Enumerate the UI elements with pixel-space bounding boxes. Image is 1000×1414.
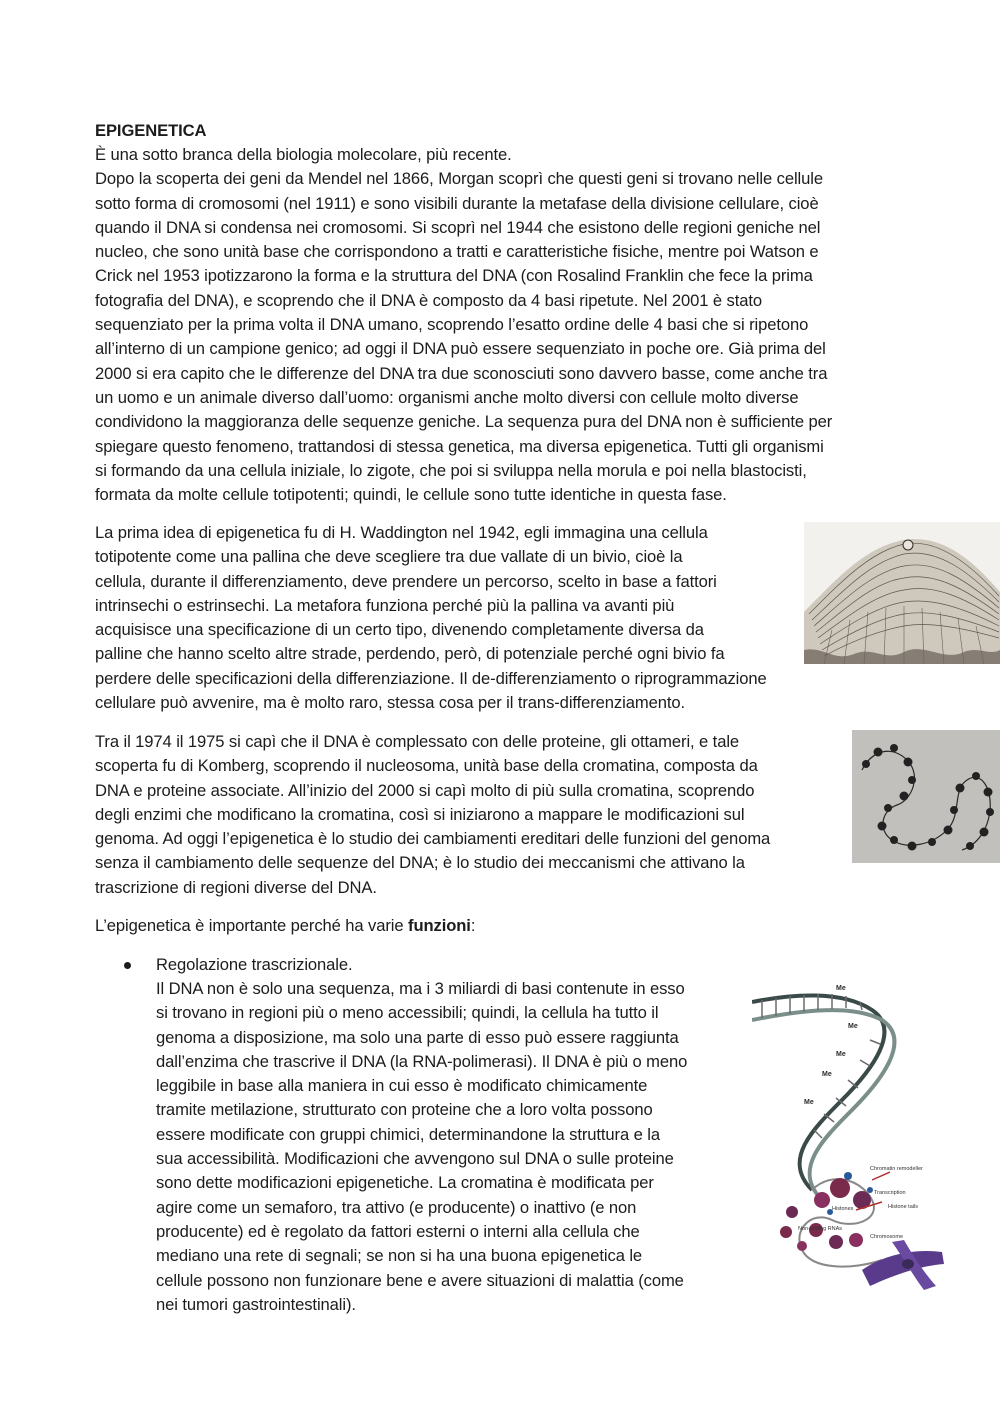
functions-intro	[95, 914, 475, 938]
text-line: si formando da una cellula iniziale, lo zigote, che poi si sviluppa nella morula e poi nella blastocisti,	[95, 460, 807, 480]
text-line: intrinsechi o estrinsechi. La metafora funziona perché più la pallina va avanti più	[95, 595, 675, 615]
text-line: Tra il 1974 il 1975 si capì che il DNA è complessato con delle proteine, gli ottameri, e tale	[95, 732, 740, 751]
text-line: mediano una rete di segnali; se non si ha una buona epigenetica le	[156, 1246, 643, 1266]
text-line: tramite metilazione, strutturato con proteine che a loro volta possono	[156, 1100, 653, 1120]
text-line: quando il DNA si condensa nei cromosomi. Si scoprì nel 1944 che esistono delle regioni geniche nel	[95, 217, 821, 237]
text-line: leggibile in base alla maniera in cui esso è modificato chimicamente	[156, 1076, 648, 1096]
text-line: agire come un semaforo, tra attivo (e producente) o inattivo (e non	[156, 1197, 637, 1217]
text-line: palline che hanno scelto altre strade, perdendo, però, di potenziale perché ogni bivio fa	[95, 644, 725, 664]
chromosome	[862, 1240, 944, 1290]
me-label-2: Me	[848, 1023, 858, 1030]
waddington-paragraph	[95, 521, 767, 715]
text-line: La prima idea di epigenetica fu di H. Waddington nel 1942, egli immagina una cellula	[95, 523, 708, 542]
text-line: sequenziato per la prima volta il DNA umano, scoprendo l’esatto ordine delle 4 basi che si ripetono	[95, 315, 809, 335]
document-title: EPIGENETICA	[95, 121, 207, 140]
bullet-body	[156, 977, 687, 1317]
text-line: all’interno di un campione genico; ad oggi il DNA può essere sequenziato in poche ore. Già prima del	[95, 339, 826, 359]
text-line: dall’enzima che trascrive il DNA (la RNA-polimerasi). Il DNA è più o meno	[156, 1051, 688, 1071]
functions-colon: :	[470, 916, 476, 935]
text-line: condividono la maggioranza delle sequenze geniche. La sequenza pura del DNA non è sufficiente per	[95, 412, 833, 432]
label-non-coding-rnas: Non-coding RNAs	[798, 1226, 843, 1232]
label-chromosome: Chromosome	[870, 1234, 904, 1240]
kornberg-paragraph	[95, 730, 770, 900]
text-line: cellulare può avvenire, ma è molto raro, stessa cosa per il trans-differenziamento.	[95, 693, 685, 713]
text-line: nucleo, che sono unità base che corrispondono a tratti e caratteristiche fisiche, mentre poi Watson e	[95, 242, 819, 262]
bullet-heading: Regolazione trascrizionale.	[156, 955, 353, 974]
functions-bold: funzioni	[408, 916, 471, 935]
text-line: genoma a disposizione, ma solo una parte di esso può essere raggiunta	[156, 1027, 679, 1047]
text-line: Il DNA non è solo una sequenza, ma i 3 miliardi di basi contenute in esso	[156, 979, 685, 998]
text-line: perdere delle specificazioni della differenziazione. Il de-differenziamento o riprogrammazione	[95, 668, 767, 688]
text-line: essere modificate con gruppi chimici, determinandone la struttura e la	[156, 1124, 660, 1144]
text-line: genoma. Ad oggi l’epigenetica è lo studio dei cambiamenti ereditari delle funzioni del genoma	[95, 829, 771, 849]
chromatin-fibre	[780, 1172, 890, 1267]
text-line: scoperta fu di Komberg, scoprendo il nucleosoma, unità base della cromatina, composta da	[95, 756, 758, 776]
me-label-3: Me	[836, 1051, 846, 1058]
functions-intro-text: L’epigenetica è importante perché ha varie	[95, 916, 409, 935]
label-histone-tails: Histone tails	[888, 1204, 918, 1210]
me-label-1: Me	[836, 985, 846, 992]
text-line: fotografia del DNA), e scoprendo che il DNA è composto da 4 basi ripetute. Nel 2001 è stato	[95, 290, 763, 310]
text-line: producente) ed è regolato da fattori esterni o interni alla cellula che	[156, 1221, 640, 1241]
text-line: sotto forma di cromosomi (nel 1911) e sono visibili durante la metafase della divisione cellulare, cioè	[95, 193, 819, 213]
text-line: Dopo la scoperta dei geni da Mendel nel 1866, Morgan scoprì che questi geni si trovano nelle cellule	[95, 169, 823, 189]
text-line: DNA e proteine associate. All’inizio del 2000 si capì molto di più sulla cromatina, scoprendo	[95, 780, 755, 800]
text-line: acquisisce una specificazione di un certo tipo, divenendo completamente diversa da	[95, 620, 704, 640]
me-label-4: Me	[822, 1071, 832, 1078]
text-line: È una sotto branca della biologia molecolare, più recente.	[95, 145, 512, 164]
text-line: cellula, durante il differenziamento, deve prendere un percorso, scelto in base a fattori	[95, 571, 717, 591]
label-chromatin-remodeller: Chromatin remodeller	[870, 1166, 923, 1172]
text-line: spiegare questo fenomeno, trattandosi di stessa genetica, ma diversa epigenetica. Tutti gli organismi	[95, 436, 824, 456]
list-bullet	[124, 962, 131, 969]
label-histones: Histones	[832, 1206, 854, 1212]
text-line: degli enzimi che modificano la cromatina, così si iniziarono a mappare le modificazioni sul	[95, 804, 745, 824]
me-label-5: Me	[804, 1099, 814, 1106]
label-transcription: Transcription	[874, 1190, 906, 1196]
intro-paragraph	[95, 143, 832, 507]
text-line: sua accessibilità. Modificazioni che avvengono sul DNA o sulle proteine	[156, 1149, 674, 1169]
nucleosome-micrograph-image	[852, 730, 1000, 863]
text-line: formata da molte cellule totipotenti; quindi, le cellule sono tutte identiche in questa fase.	[95, 485, 727, 505]
text-line: cellule possono non funzionare bene e avere situazioni di malattia (come	[156, 1270, 684, 1290]
text-line: si trovano in regioni più o meno accessibili; quindi, la cellula ha tutto il	[156, 1003, 659, 1023]
text-line: trascrizione di regioni diverse del DNA.	[95, 877, 377, 897]
text-line: sono dette modificazioni epigenetiche. La cromatina è modificata per	[156, 1173, 654, 1193]
text-line: un uomo e un animale diverso dall’uomo: organismi anche molto diversi con cellule molto diverse	[95, 387, 799, 407]
text-line: senza il cambiamento delle sequenze del DNA; è lo studio dei meccanismi che attivano la	[95, 853, 745, 873]
text-line: Crick nel 1953 ipotizzarono la forma e la struttura del DNA (con Rosalind Franklin che fece la prima	[95, 266, 813, 286]
epigenetic-dna-diagram	[752, 980, 952, 1292]
text-line: totipotente come una pallina che deve scegliere tra due vallate di un bivio, cioè la	[95, 547, 683, 567]
text-line: 2000 si era capito che le differenze del DNA tra due sconosciuti sono davvero basse, come anche tra	[95, 363, 828, 383]
waddington-landscape-image	[804, 522, 1000, 664]
text-line: nei tumori gastrointestinali).	[156, 1294, 356, 1314]
